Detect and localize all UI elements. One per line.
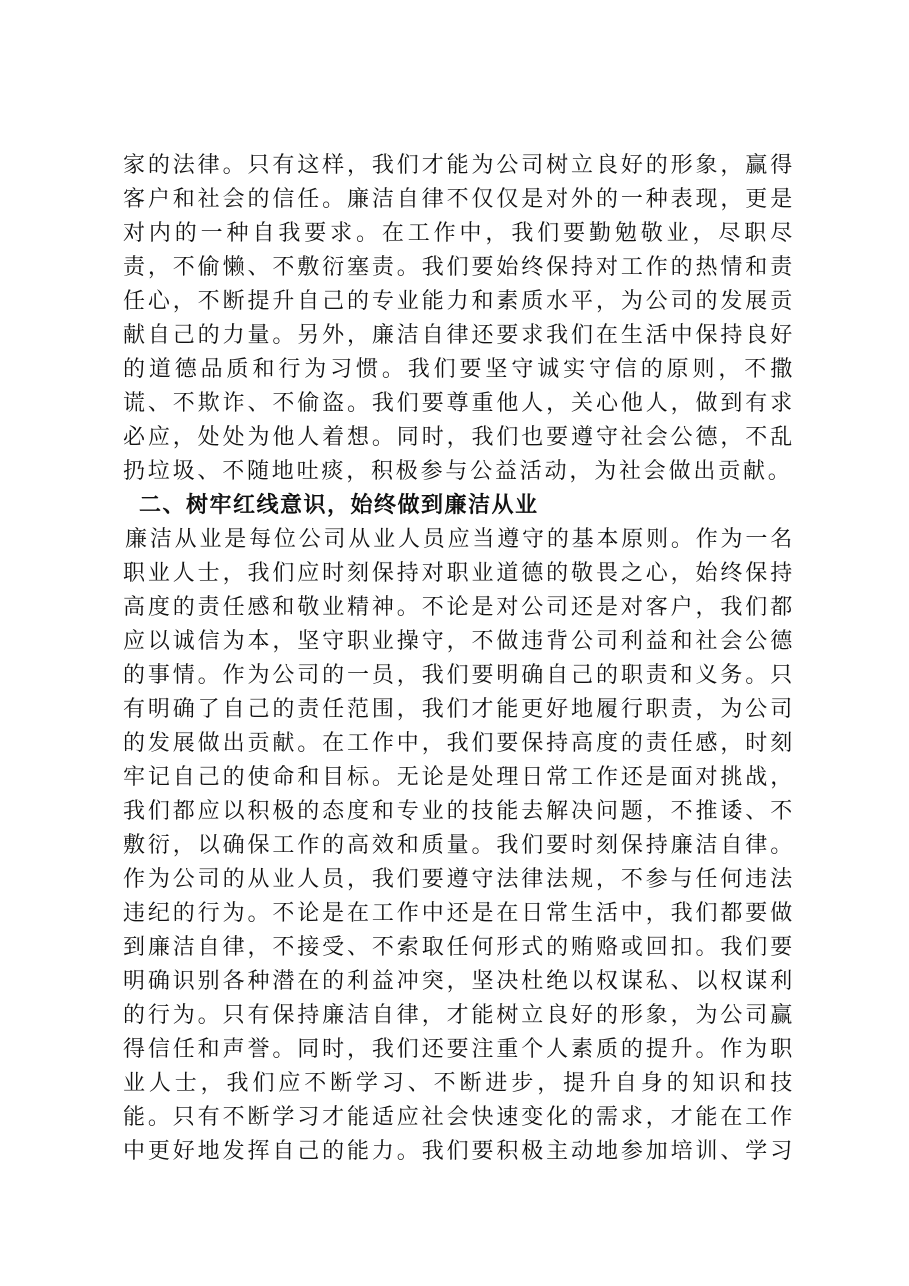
section-2-line: 的事情。作为公司的一员，我们要明确自己的职责和义务。只 [123, 663, 795, 688]
section-2-line: 得信任和声誉。同时，我们还要注重个人素质的提升。作为职 [123, 1037, 795, 1062]
paragraph-1 [123, 149, 795, 489]
section-2-line: 高度的责任感和敬业精神。不论是对公司还是对客户，我们都 [123, 595, 795, 620]
paragraph-1-line: 责，不偷懒、不敷衍塞责。我们要始终保持对工作的热情和责 [123, 255, 795, 280]
section-2-line: 作为公司的从业人员，我们要遵守法律法规，不参与任何违法 [123, 867, 795, 892]
section-2-line: 职业人士，我们应时刻保持对职业道德的敬畏之心，始终保持 [123, 561, 795, 586]
section-2-line: 的行为。只有保持廉洁自律，才能树立良好的形象，为公司赢 [123, 1003, 795, 1028]
section-2-line: 能。只有不断学习才能适应社会快速变化的需求，才能在工作 [123, 1105, 795, 1130]
section-2-line: 业人士，我们应不断学习、不断进步，提升自身的知识和技 [123, 1071, 795, 1096]
section-2-line: 敷衍，以确保工作的高效和质量。我们要时刻保持廉洁自律。 [123, 833, 795, 858]
section-2-line: 廉洁从业是每位公司从业人员应当遵守的基本原则。作为一名 [125, 527, 795, 552]
paragraph-1-line: 的道德品质和行为习惯。我们要坚守诚实守信的原则，不撒 [123, 357, 795, 382]
section-2-line: 违纪的行为。不论是在工作中还是在日常生活中，我们都要做 [123, 901, 795, 926]
document-page [123, 149, 795, 1169]
section-2-heading: 二、树牢红线意识，始终做到廉洁从业 [139, 493, 539, 518]
section-2-line: 的发展做出贡献。在工作中，我们要保持高度的责任感，时刻 [123, 731, 795, 756]
section-2-line: 牢记自己的使命和目标。无论是处理日常工作还是面对挑战， [123, 765, 795, 790]
paragraph-1-line: 必应，处处为他人着想。同时，我们也要遵守社会公德，不乱 [123, 425, 795, 450]
section-2-line: 明确识别各种潜在的利益冲突，坚决杜绝以权谋私、以权谋利 [123, 969, 795, 994]
paragraph-1-line: 对内的一种自我要求。在工作中，我们要勤勉敬业，尽职尽 [123, 221, 795, 246]
paragraph-1-line: 客户和社会的信任。廉洁自律不仅仅是对外的一种表现，更是 [123, 187, 795, 212]
section-2-body [123, 523, 795, 1169]
section-2-line: 到廉洁自律，不接受、不索取任何形式的贿赂或回扣。我们要 [123, 935, 795, 960]
section-2-line: 有明确了自己的责任范围，我们才能更好地履行职责，为公司 [123, 697, 795, 722]
paragraph-1-line: 家的法律。只有这样，我们才能为公司树立良好的形象，赢得 [123, 153, 795, 178]
paragraph-1-line: 任心，不断提升自己的专业能力和素质水平，为公司的发展贡 [123, 289, 795, 314]
section-2-line: 中更好地发挥自己的能力。我们要积极主动地参加培训、学习 [123, 1139, 795, 1164]
section-2-line: 我们都应以积极的态度和专业的技能去解决问题，不推诿、不 [123, 799, 795, 824]
paragraph-1-line: 谎、不欺诈、不偷盗。我们要尊重他人，关心他人，做到有求 [123, 391, 795, 416]
paragraph-1-line: 扔垃圾、不随地吐痰，积极参与公益活动，为社会做出贡献。 [123, 459, 793, 484]
section-2-line: 应以诚信为本，坚守职业操守，不做违背公司利益和社会公德 [123, 629, 795, 654]
paragraph-1-line: 献自己的力量。另外，廉洁自律还要求我们在生活中保持良好 [123, 323, 795, 348]
